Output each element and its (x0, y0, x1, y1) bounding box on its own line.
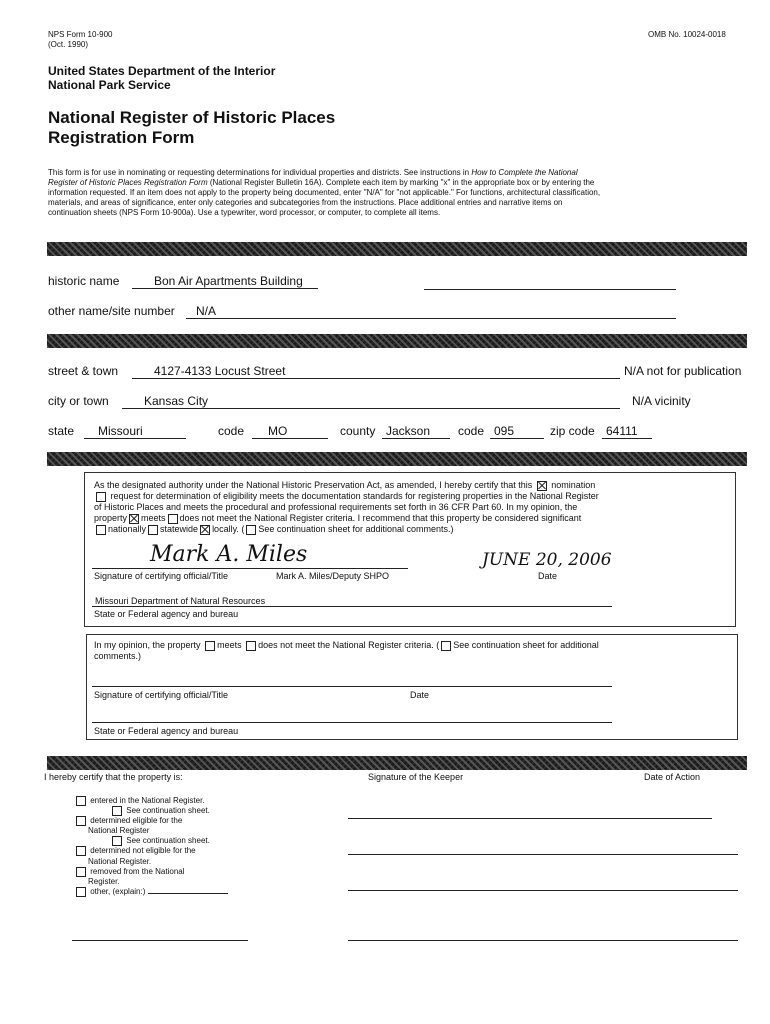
continuation-checkbox[interactable] (246, 525, 256, 535)
keeper-line-2 (348, 854, 738, 855)
signer-name: Mark A. Miles/Deputy SHPO (276, 571, 390, 581)
opinion-text: In my opinion, the property meets does not meet the National Register criteria. ( See continuation sheet for additional comments.) (94, 640, 599, 661)
instructions: This form is for use in nominating or requesting determinations for individual properties and districts. See instructions in How to Complete the National Register of Historic Places Registration Form (National Register Bulletin 16A). Complete each item by marking "x" in the appropriate box or by entering the information requested. If an item does not apply to the property being documented, enter "N/A" for "not applicable." For functions, architectural classification, materials, and areas of significance, enter only categories and subcategories from the instructions. Place additional entries and narrative items on continuation sheets (NPS Form 10-900a). Use a typewriter, word processor, or computer, to complete all items. (48, 168, 601, 217)
historic-name-field[interactable]: Bon Air Apartments Building (132, 274, 318, 289)
form-date: (Oct. 1990) (48, 40, 89, 49)
does-not-meet-checkbox[interactable] (168, 514, 178, 524)
state-field[interactable]: Missouri (84, 424, 186, 439)
zip-label: zip code (550, 424, 595, 438)
date-label: Date (538, 571, 558, 581)
other-explain-field[interactable] (148, 893, 228, 894)
handwritten-signature: Mark A. Miles (150, 542, 308, 567)
keeper-signature-label: Signature of the Keeper (368, 772, 464, 782)
keeper-options: entered in the National Register. See continuation sheet. determined eligible for the National Register See continuation sheet. determined not eligible for the National Register. removed from the National Register. other, (explain:) (74, 796, 228, 897)
section-bar-name (47, 242, 747, 256)
determined-eligible-checkbox[interactable] (76, 816, 86, 826)
form-title: National Register of Historic Places (48, 108, 336, 127)
keeper-line-4 (348, 940, 738, 941)
street-label: street & town (48, 364, 119, 378)
department-name: United States Department of the Interior (48, 64, 276, 78)
county-code-field[interactable]: 095 (490, 424, 544, 439)
historic-name-label: historic name (48, 274, 120, 288)
other-name-label: other name/site number (48, 304, 175, 318)
request-checkbox[interactable] (96, 492, 106, 502)
vicinity: N/A vicinity (632, 394, 691, 408)
nomination-checkbox[interactable] (537, 481, 547, 491)
form-subtitle: Registration Form (48, 128, 195, 147)
street-field[interactable]: 4127-4133 Locust Street (132, 364, 620, 379)
agency-name: National Park Service (48, 78, 171, 92)
certification-text: As the designated authority under the National Historic Preservation Act, as amended, I hereby certify that this nomination request for determination of eligibility meets the documentation standards for registering properties in the National Register of Historic Places and meets the procedural and professional requirements set forth in 36 CFR Part 60. In my opinion, the property meets does not meet the National Register criteria. I recommend that this property be considered significant nationally statewide locally. ( See continuation sheet for additional comments.) (94, 480, 599, 534)
city-field[interactable]: Kansas City (122, 394, 620, 409)
opinion-date-label: Date (410, 690, 430, 700)
locally-checkbox[interactable] (200, 525, 210, 535)
zip-field[interactable]: 64111 (602, 424, 652, 439)
statewide-checkbox[interactable] (148, 525, 158, 535)
agency-label: State or Federal agency and bureau (94, 609, 239, 619)
opinion-meets-checkbox[interactable] (205, 641, 215, 651)
county-field[interactable]: Jackson (382, 424, 450, 439)
date-of-action-label: Date of Action (644, 772, 701, 782)
eligible-continuation-checkbox[interactable] (112, 836, 122, 846)
historic-name-line (424, 289, 676, 290)
other-checkbox[interactable] (76, 887, 86, 897)
opinion-agency-label: State or Federal agency and bureau (94, 726, 239, 736)
opinion-signature-label: Signature of certifying official/Title (94, 690, 229, 700)
entered-continuation-checkbox[interactable] (112, 806, 122, 816)
nationally-checkbox[interactable] (96, 525, 106, 535)
certify-label: I hereby certify that the property is: (44, 772, 183, 782)
entered-checkbox[interactable] (76, 796, 86, 806)
handwritten-date: JUNE 20, 2006 (482, 550, 612, 570)
county-code-label: code (458, 424, 485, 438)
other-name-field[interactable]: N/A (186, 304, 676, 319)
keeper-line-1 (348, 818, 712, 819)
section-bar-certification (47, 452, 747, 466)
signature-label: Signature of certifying official/Title (94, 571, 229, 581)
meets-checkbox[interactable] (129, 514, 139, 524)
keeper-line-left (72, 940, 248, 941)
not-eligible-checkbox[interactable] (76, 846, 86, 856)
agency-value[interactable]: Missouri Department of Natural Resources (95, 596, 266, 606)
keeper-line-3 (348, 890, 738, 891)
opinion-does-not-meet-checkbox[interactable] (246, 641, 256, 651)
county-label: county (340, 424, 376, 438)
section-bar-keeper (47, 756, 747, 770)
agency-line (92, 606, 612, 607)
signature-line (92, 568, 408, 569)
state-code-label: code (218, 424, 245, 438)
opinion-agency-line (92, 722, 612, 723)
not-for-publication: N/A not for publication (624, 364, 742, 378)
opinion-continuation-checkbox[interactable] (441, 641, 451, 651)
opinion-signature-line (92, 686, 612, 687)
state-label: state (48, 424, 75, 438)
city-label: city or town (48, 394, 109, 408)
removed-checkbox[interactable] (76, 867, 86, 877)
omb-number: OMB No. 10024-0018 (648, 30, 726, 39)
form-number: NPS Form 10-900 (48, 30, 113, 39)
state-code-field[interactable]: MO (252, 424, 328, 439)
section-bar-location (47, 334, 747, 348)
